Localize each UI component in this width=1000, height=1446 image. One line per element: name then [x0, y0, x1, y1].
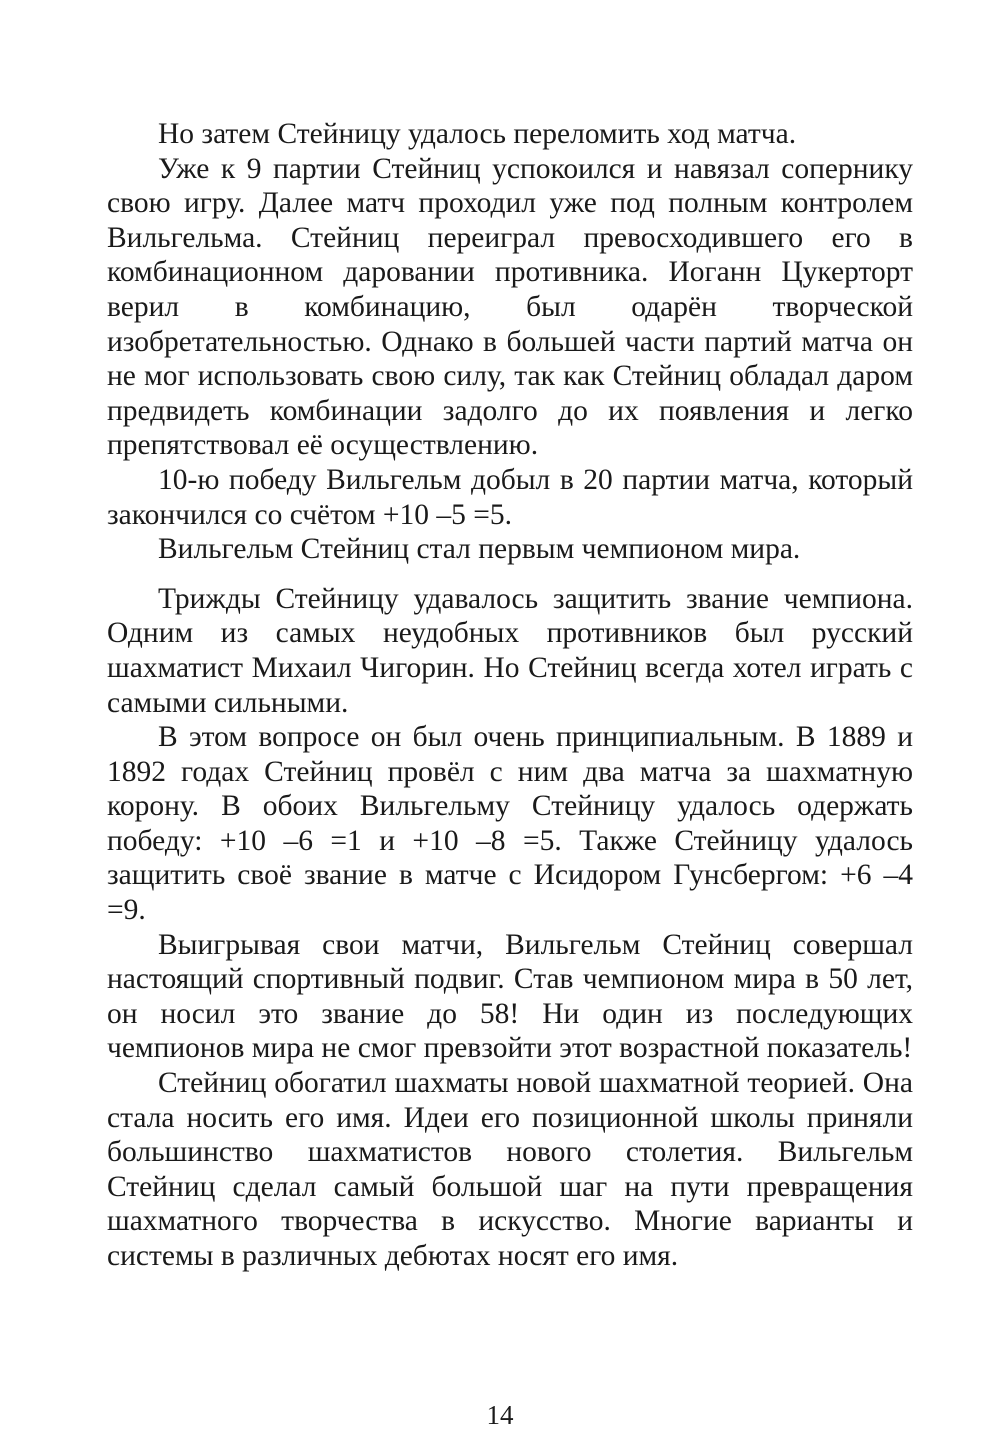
- paragraph: В этом вопросе он был очень принципиальным. В 1889 и 1892 годах Стейниц провёл с ним два матча за шахматную корону. В обоих Вильгельму Стейницу удалось одержать победу: +10 –6 =1 и +10 –8 =5. Также Стейницу удалось защитить своё звание в матче с Исидором Гунсбергом: +6 –4 =9.: [107, 721, 913, 927]
- paragraph: Выигрывая свои матчи, Вильгельм Стейниц совершал настоящий спортивный подвиг. Став чемпионом мира в 50 лет, он носил это звание до 58! Ни один из последующих чемпионов мира не смог превзойти этот возрастной показатель!: [107, 928, 913, 1065]
- section-divider: [107, 567, 913, 582]
- paragraph: Уже к 9 партии Стейниц успокоился и навязал сопернику свою игру. Далее матч проходил уже под полным контролем Вильгельма. Стейниц переиграл превосходившего его в комбинационном даровании противника. Иоганн Цукерторт верил в комбинацию, был одарён творческой изобретательностью. Однако в большей части партий матча он не мог использовать свою силу, так как Стейниц обладал даром предвидеть комбинации задолго до их появления и легко препятствовал её осуществлению.: [107, 152, 913, 462]
- paragraph: Но затем Стейницу удалось переломить ход матча.: [158, 118, 797, 150]
- page-body: [107, 117, 913, 1274]
- page-number: 14: [486, 1400, 514, 1430]
- paragraph: Стейниц обогатил шахматы новой шахматной теорией. Она стала носить его имя. Идеи его позиционной школы приняли большинство шахматистов нового столетия. Вильгельм Стейниц сделал самый большой шаг на пути превращения шахматного творчества в искусство. Многие варианты и системы в различных дебютах носят его имя.: [107, 1067, 913, 1272]
- paragraph: 10-ю победу Вильгельм добыл в 20 партии матча, который закончился со счётом +10 –5 =5.: [107, 463, 913, 531]
- paragraph: Трижды Стейницу удавалось защитить звание чемпиона. Одним из самых неудобных противников был русский шахматист Михаил Чигорин. Но Стейниц всегда хотел играть с самыми сильными.: [107, 582, 913, 719]
- paragraph: Вильгельм Стейниц стал первым чемпионом мира.: [158, 533, 801, 566]
